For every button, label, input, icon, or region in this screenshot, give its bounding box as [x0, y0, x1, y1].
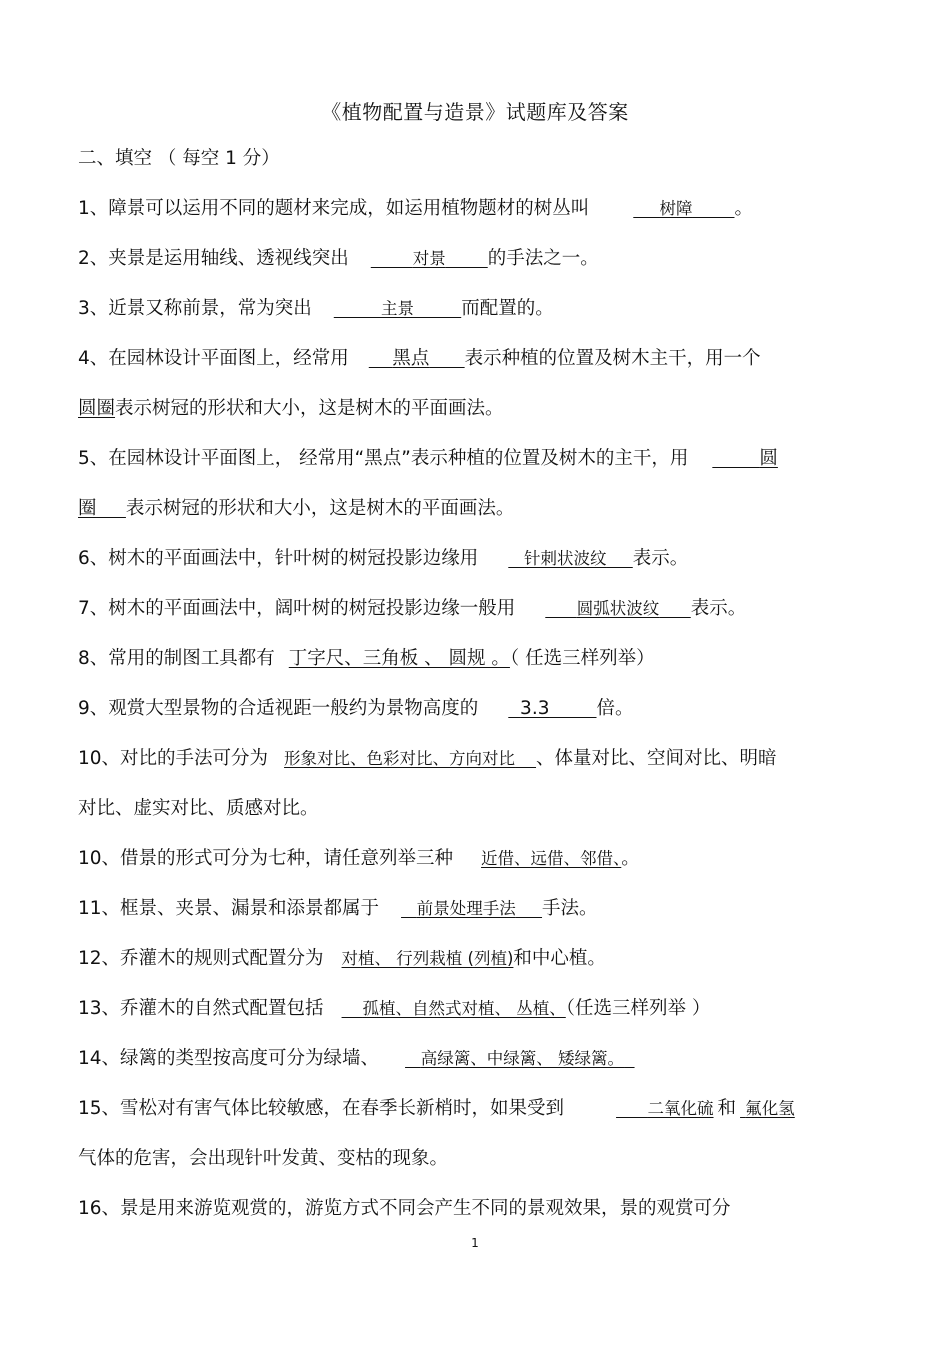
question-text: 1、障景可以运用不同的题材来完成，如运用植物题材的树丛叫 [78, 198, 590, 219]
question-5-cont: 圈 表示树冠的形状和大小，这是树木的平面画法。 [78, 498, 515, 519]
answer-blank: 高绿篱、中绿篱、 矮绿篱。 [420, 1049, 625, 1068]
question-text: 15、雪松对有害气体比较敏感，在春季长新梢时，如果受到 [78, 1098, 565, 1119]
answer-blank: 近借、远借、邻借、 [481, 849, 622, 868]
question-16: 16、景是用来游览观赏的，游览方式不同会产生不同的景观效果，景的观赏可分 [78, 1198, 731, 1219]
question-text: 10、对比的手法可分为 [78, 748, 269, 769]
answer-blank: 二氧化硫 [647, 1099, 714, 1118]
answer-blank: 黑点 [392, 348, 430, 369]
question-7: 7、树木的平面画法中，阔叶树的树冠投影边缘一般用 圆弧状波纹 表示。 [78, 598, 747, 619]
question-text: 7、树木的平面画法中，阔叶树的树冠投影边缘一般用 [78, 598, 516, 619]
question-text: 14、绿篱的类型按高度可分为绿墙、 [78, 1048, 380, 1069]
question-15: 15、雪松对有害气体比较敏感，在春季长新梢时，如果受到 二氧化硫 和 氟化氢 [78, 1098, 795, 1119]
question-4: 4、在园林设计平面图上，经常用 黑点 表示种植的位置及树木主干，用一个 [78, 348, 761, 369]
question-4-cont: 圆圈表示树冠的形状和大小，这是树木的平面画法。 [78, 398, 504, 419]
question-13: 13、乔灌木的自然式配置包括 孤植、自然式对植、 丛植、（任选三样列举 ） [78, 998, 711, 1019]
answer-blank: 氟化氢 [745, 1099, 795, 1118]
question-15-cont: 气体的危害，会出现针叶发黄、变枯的现象。 [78, 1148, 449, 1169]
page-number: 1 [471, 1236, 479, 1250]
question-text: 9、观赏大型景物的合适视距一般约为景物高度的 [78, 698, 479, 719]
question-2: 2、夹景是运用轴线、透视线突出 对景 的手法之一。 [78, 248, 599, 269]
question-1: 1、障景可以运用不同的题材来完成，如运用植物题材的树丛叫 树障 。 [78, 198, 753, 219]
question-3: 3、近景又称前景，常为突出 主景 而配置的。 [78, 298, 554, 319]
answer-blank: 形象对比、色彩对比、方向对比 [284, 749, 516, 768]
question-14 [78, 1046, 635, 1072]
answer-blank: 前景处理手法 [416, 899, 516, 918]
question-10a: 10、对比的手法可分为 形象对比、色彩对比、方向对比 、体量对比、空间对比、明暗 [78, 748, 777, 769]
question-10b: 10、借景的形式可分为七种，请任意列举三种 近借、远借、邻借、。 [78, 848, 640, 869]
question-text: 6、树木的平面画法中，针叶树的树冠投影边缘用 [78, 548, 479, 569]
question-5 [78, 446, 778, 472]
answer-blank: 孤植、自然式对植、 丛植、 [362, 999, 566, 1018]
answer-blank: 针刺状波纹 [524, 549, 607, 568]
answer-blank: 丁字尺、三角板 、 圆规 。 [288, 648, 510, 669]
answer-blank: 圆 [759, 448, 778, 469]
answer-blank: 主景 [381, 299, 414, 318]
question-9: 9、观赏大型景物的合适视距一般约为景物高度的 3.3 倍。 [78, 698, 634, 719]
question-text: 11、框景、夹景、漏景和添景都属于 [78, 898, 380, 919]
question-text: 2、夹景是运用轴线、透视线突出 [78, 248, 349, 269]
question-text: 4、在园林设计平面图上，经常用 [78, 348, 349, 369]
question-text: 3、近景又称前景，常为突出 [78, 298, 312, 319]
answer-blank: 圆圈 [78, 398, 116, 419]
question-6: 6、树木的平面画法中，针叶树的树冠投影边缘用 针刺状波纹 表示。 [78, 548, 689, 569]
section-heading: 二、填空 （ 每空 1 分） [78, 148, 280, 169]
question-11: 11、框景、夹景、漏景和添景都属于 前景处理手法 手法。 [78, 898, 598, 919]
question-text: 12、乔灌木的规则式配置分为 [78, 948, 324, 969]
question-text: 10、借景的形式可分为七种，请任意列举三种 [78, 848, 454, 869]
question-text: 13、乔灌木的自然式配置包括 [78, 998, 324, 1019]
answer-blank: 圆弧状波纹 [576, 599, 660, 618]
answer-blank: 对景 [412, 249, 446, 268]
answer-blank: 3.3 [520, 698, 550, 719]
answer-blank: 树障 [659, 199, 693, 218]
document-title: 《植物配置与造景》试题库及答案 [321, 100, 629, 124]
question-10a-cont: 对比、虚实对比、质感对比。 [78, 798, 319, 819]
question-text: 5、在园林设计平面图上， 经常用“黑点”表示种植的位置及树木的主干，用 [78, 448, 689, 469]
question-12: 12、乔灌木的规则式配置分为 对植、 行列栽植 (列植)和中心植。 [78, 948, 606, 969]
question-text: 8、常用的制图工具都有 [78, 648, 275, 669]
answer-blank: 圈 [78, 498, 97, 519]
answer-blank: 对植、 行列栽植 (列植) [341, 949, 514, 968]
question-8: 8、常用的制图工具都有 丁字尺、三角板 、 圆规 。（ 任选三样列举） [78, 648, 655, 669]
